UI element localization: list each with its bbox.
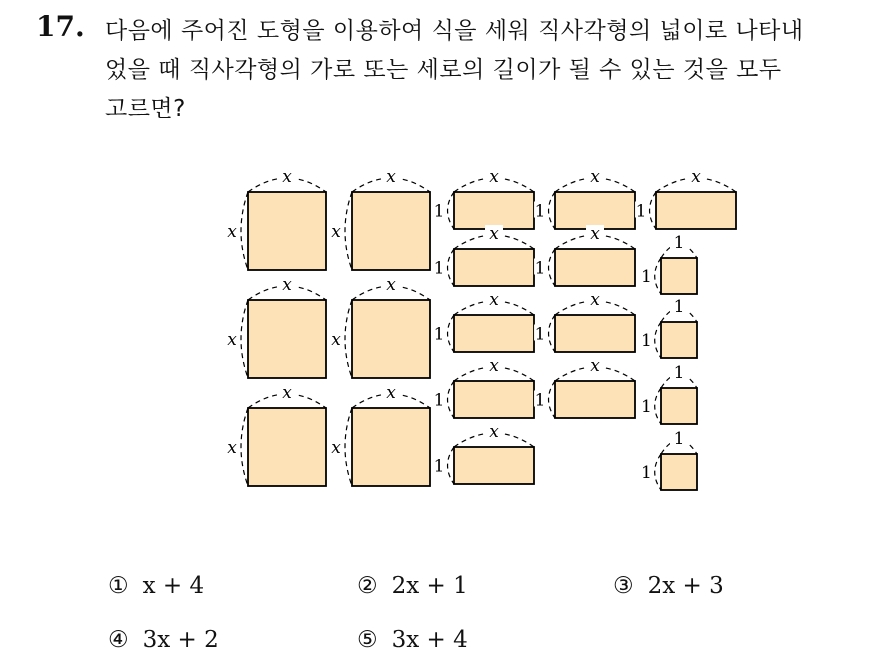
side-dimension-label: 1 [433,201,445,222]
x-tile [454,447,534,484]
side-dimension-label: 1 [534,390,546,411]
question-line: 었을 때 직사각형의 가로 또는 세로의 길이가 될 수 있는 것을 모두 [105,57,782,83]
dimension-arc [655,258,661,294]
top-dimension-label: x [691,167,701,187]
dimension-arc [345,408,352,486]
x-squared-tile [248,408,326,486]
top-dimension-label: x [590,224,600,244]
dimension-arc [448,315,454,352]
dimension-arc [241,192,248,270]
dimension-arc [549,381,555,418]
question-line: 고르면? [105,96,186,122]
top-dimension-label: x [489,356,499,376]
top-dimension-label: x [489,422,499,442]
choice-4[interactable] [108,627,219,653]
side-dimension-label: 1 [433,456,445,477]
x-squared-tile [352,300,430,378]
top-dimension-label: x [282,383,292,403]
top-dimension-label: x [386,167,396,187]
top-dimension-label: 1 [673,233,685,253]
dimension-arc [345,300,352,378]
top-dimension-label: x [590,167,600,187]
side-dimension-label: x [331,330,341,350]
side-dimension-label: 1 [433,324,445,345]
top-dimension-label: 1 [673,429,685,449]
side-dimension-label: 1 [635,201,647,222]
top-dimension-label: x [386,383,396,403]
top-dimension-label: x [386,275,396,295]
dimension-arc [448,381,454,418]
dimension-arc [549,315,555,352]
side-dimension-label: x [227,438,237,458]
choice-number: ② [357,573,378,599]
unit-tile [661,258,697,294]
dimension-arc [655,322,661,358]
choice-expression: 2x + 3 [647,573,724,599]
unit-tile [661,322,697,358]
choice-expression: 3x + 2 [142,627,219,653]
dimension-arc [241,300,248,378]
x-tile [555,381,635,418]
dimension-arc [448,447,454,484]
dimension-arc [448,249,454,286]
top-dimension-label: 1 [673,297,685,317]
choice-number: ③ [613,573,634,599]
choice-1[interactable] [108,573,204,599]
dimension-arc [650,192,656,229]
side-dimension-label: 1 [433,390,445,411]
choice-expression: 3x + 4 [391,627,468,653]
choice-number: ① [108,573,129,599]
dimension-arc [549,192,555,229]
top-dimension-label: x [489,290,499,310]
side-dimension-label: x [331,438,341,458]
side-dimension-label: 1 [534,201,546,222]
dimension-arc [241,408,248,486]
choice-5[interactable] [357,627,468,653]
side-dimension-label: 1 [640,463,652,483]
choice-3[interactable] [613,573,724,599]
top-dimension-label: x [590,356,600,376]
top-dimension-label: x [590,290,600,310]
unit-tile [661,388,697,424]
x-tile [656,192,736,229]
x-tile [555,315,635,352]
x-squared-tile [248,192,326,270]
dimension-arc [448,192,454,229]
side-dimension-label: x [331,222,341,242]
question-line: 다음에 주어진 도형을 이용하여 식을 세워 직사각형의 넓이로 나타내 [105,18,804,44]
choice-number: ④ [108,627,129,653]
x-tile [555,249,635,286]
side-dimension-label: 1 [640,397,652,417]
side-dimension-label: 1 [640,267,652,287]
side-dimension-label: 1 [534,258,546,279]
x-tile [454,249,534,286]
dimension-arc [655,454,661,490]
top-dimension-label: x [282,167,292,187]
side-dimension-label: x [227,222,237,242]
choice-expression: x + 4 [142,573,205,599]
choice-expression: 2x + 1 [391,573,468,599]
x-tile [454,381,534,418]
question-number: 17. [36,10,85,43]
dimension-arc [345,192,352,270]
top-dimension-label: x [489,224,499,244]
unit-tile [661,454,697,490]
x-tile [454,315,534,352]
dimension-arc [549,249,555,286]
top-dimension-label: 1 [673,363,685,383]
dimension-arc [655,388,661,424]
choice-number: ⑤ [357,627,378,653]
x-squared-tile [352,408,430,486]
x-squared-tile [248,300,326,378]
side-dimension-label: 1 [433,258,445,279]
top-dimension-label: x [489,167,499,187]
side-dimension-label: x [227,330,237,350]
side-dimension-label: 1 [640,331,652,351]
side-dimension-label: 1 [534,324,546,345]
top-dimension-label: x [282,275,292,295]
x-squared-tile [352,192,430,270]
choice-2[interactable] [357,573,468,599]
